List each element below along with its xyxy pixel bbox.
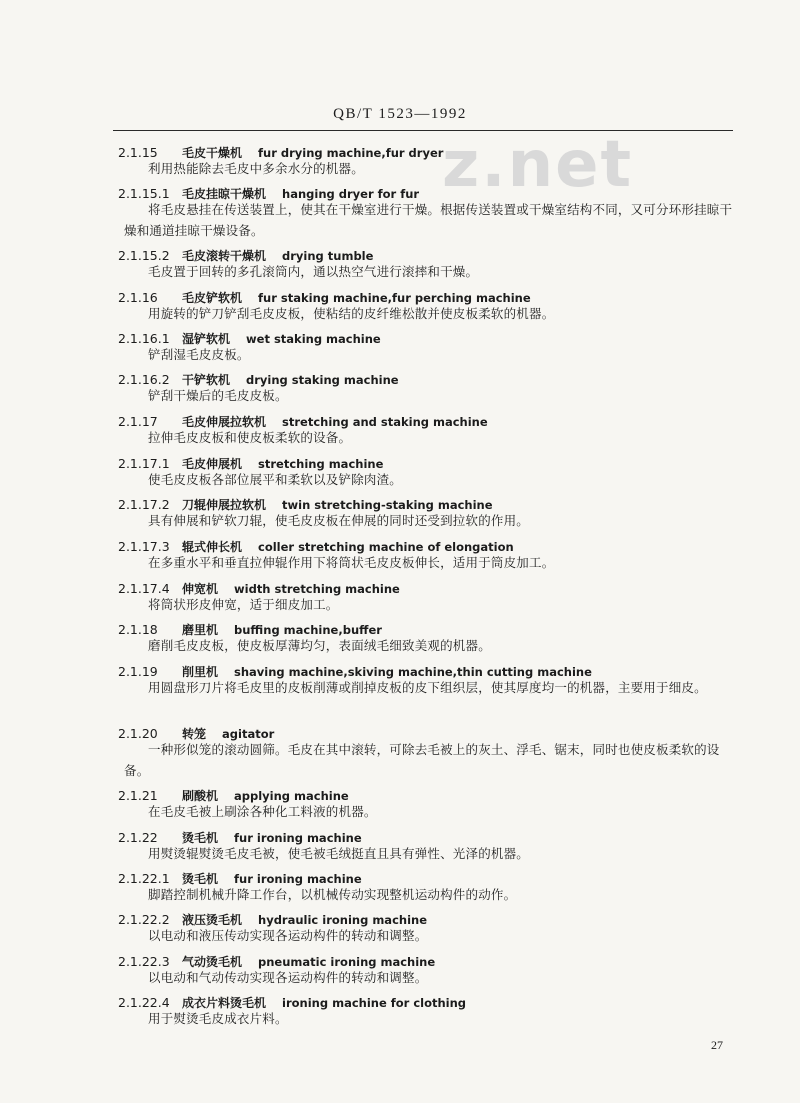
- term-number: 2.1.21: [118, 788, 158, 803]
- term-english: fur ironing machine: [234, 872, 362, 886]
- term-english: stretching and staking machine: [282, 415, 488, 429]
- term-chinese: 毛皮滚转干燥机: [182, 249, 267, 263]
- term-definition: 在毛皮毛被上刷涂各种化工料液的机器。: [148, 804, 377, 819]
- term-number: 2.1.20: [118, 726, 158, 741]
- term-definition: 磨削毛皮皮板，使皮板厚薄均匀，表面绒毛细致美观的机器。: [148, 638, 491, 653]
- term-english: wet staking machine: [246, 332, 381, 346]
- term-definition: 利用热能除去毛皮中多余水分的机器。: [148, 161, 364, 176]
- term-chinese: 毛皮挂晾干燥机: [182, 187, 267, 201]
- term-number: 2.1.22.1: [118, 871, 170, 886]
- term-number: 2.1.17.3: [118, 539, 170, 554]
- term-english: stretching machine: [258, 457, 384, 471]
- term-definition: 用圆盘形刀片将毛皮里的皮板削薄或削掉皮板的皮下组织层，使其厚度均一的机器，主要用于细皮。: [148, 680, 707, 695]
- page-number: 27: [711, 1038, 723, 1052]
- term-english: fur drying machine,fur dryer: [258, 146, 444, 160]
- term-english: drying staking machine: [246, 373, 399, 387]
- term-english: drying tumble: [282, 249, 374, 263]
- term-number: 2.1.22.2: [118, 912, 170, 927]
- term-number: 2.1.15.1: [118, 186, 170, 201]
- term-number: 2.1.16.2: [118, 372, 170, 387]
- term-english: hydraulic ironing machine: [258, 913, 427, 927]
- term-english: fur staking machine,fur perching machine: [258, 291, 531, 305]
- term-chinese: 刷酸机: [182, 789, 219, 803]
- term-definition: 在多重水平和垂直拉伸辊作用下将筒状毛皮皮板伸长，适用于筒皮加工。: [148, 555, 555, 570]
- term-number: 2.1.22: [118, 830, 158, 845]
- term-definition: 用于熨烫毛皮成衣片料。: [148, 1011, 288, 1026]
- term-number: 2.1.18: [118, 622, 158, 637]
- term-chinese: 干铲软机: [182, 373, 231, 387]
- term-chinese: 磨里机: [182, 623, 219, 637]
- term-number: 2.1.22.4: [118, 995, 170, 1010]
- term-definition: 铲刮干燥后的毛皮皮板。: [148, 388, 288, 403]
- term-chinese: 毛皮铲软机: [182, 291, 243, 305]
- term-number: 2.1.19: [118, 664, 158, 679]
- term-number: 2.1.15.2: [118, 248, 170, 263]
- term-number: 2.1.17.1: [118, 456, 170, 471]
- term-english: applying machine: [234, 789, 349, 803]
- term-definition: 脚踏控制机械升降工作台，以机械传动实现整机运动构件的动作。: [148, 887, 517, 902]
- term-definition: 将筒状形皮伸宽，适于细皮加工。: [148, 597, 339, 612]
- term-chinese: 削里机: [182, 665, 219, 679]
- term-chinese: 毛皮伸展拉软机: [182, 415, 267, 429]
- term-english: pneumatic ironing machine: [258, 955, 436, 969]
- term-english: shaving machine,skiving machine,thin cutting machine: [234, 665, 592, 679]
- term-chinese: 烫毛机: [182, 831, 219, 845]
- term-english: width stretching machine: [234, 582, 400, 596]
- term-english: twin stretching-staking machine: [282, 498, 493, 512]
- term-chinese: 刀辊伸展拉软机: [182, 498, 267, 512]
- term-definition: 使毛皮皮板各部位展平和柔软以及铲除肉渣。: [148, 472, 403, 487]
- term-definition: 铲刮湿毛皮皮板。: [148, 347, 250, 362]
- term-chinese: 成衣片料烫毛机: [182, 996, 267, 1010]
- term-definition: 一种形似笼的滚动圆筛。毛皮在其中滚转，可除去毛被上的灰土、浮毛、锯末，同时也使皮板柔软的设备。: [124, 742, 720, 778]
- term-definition: 将毛皮悬挂在传送装置上，使其在干燥室进行干燥。根据传送装置或干燥室结构不同，又可分环形挂晾干燥和通道挂晾干燥设备。: [124, 202, 733, 238]
- term-chinese: 伸宽机: [182, 582, 219, 596]
- term-english: buffing machine,buffer: [234, 623, 382, 637]
- term-chinese: 湿铲软机: [182, 332, 231, 346]
- term-definition: 用熨烫辊熨烫毛皮毛被，使毛被毛绒挺直且具有弹性、光泽的机器。: [148, 846, 530, 861]
- term-english: hanging dryer for fur: [282, 187, 420, 201]
- term-definition: 用旋转的铲刀铲刮毛皮皮板，使粘结的皮纤维松散并使皮板柔软的机器。: [148, 306, 555, 321]
- term-english: coller stretching machine of elongation: [258, 540, 514, 554]
- term-definition: 以电动和气动传动实现各运动构件的转动和调整。: [148, 970, 428, 985]
- term-chinese: 毛皮伸展机: [182, 457, 243, 471]
- term-number: 2.1.15: [118, 145, 158, 160]
- term-number: 2.1.17.4: [118, 581, 170, 596]
- term-english: fur ironing machine: [234, 831, 362, 845]
- term-chinese: 辊式伸长机: [182, 540, 243, 554]
- term-number: 2.1.16: [118, 290, 158, 305]
- term-definition: 以电动和液压传动实现各运动构件的转动和调整。: [148, 928, 428, 943]
- term-definition: 毛皮置于回转的多孔滚筒内，通以热空气进行滚摔和干燥。: [148, 264, 479, 279]
- term-definition: 具有伸展和铲软刀辊，使毛皮皮板在伸展的同时还受到拉软的作用。: [148, 513, 530, 528]
- term-chinese: 毛皮干燥机: [182, 146, 243, 160]
- term-chinese: 转笼: [182, 727, 207, 741]
- term-number: 2.1.17.2: [118, 497, 170, 512]
- term-definition: 拉伸毛皮皮板和使皮板柔软的设备。: [148, 430, 352, 445]
- standard-code-header: QB/T 1523—1992: [333, 106, 467, 122]
- term-number: 2.1.17: [118, 414, 158, 429]
- term-english: agitator: [222, 727, 275, 741]
- term-chinese: 液压烫毛机: [182, 913, 243, 927]
- term-english: ironing machine for clothing: [282, 996, 467, 1010]
- term-number: 2.1.22.3: [118, 954, 170, 969]
- term-chinese: 气动烫毛机: [182, 955, 243, 969]
- term-chinese: 烫毛机: [182, 872, 219, 886]
- term-number: 2.1.16.1: [118, 331, 170, 346]
- watermark: z.net: [442, 128, 634, 202]
